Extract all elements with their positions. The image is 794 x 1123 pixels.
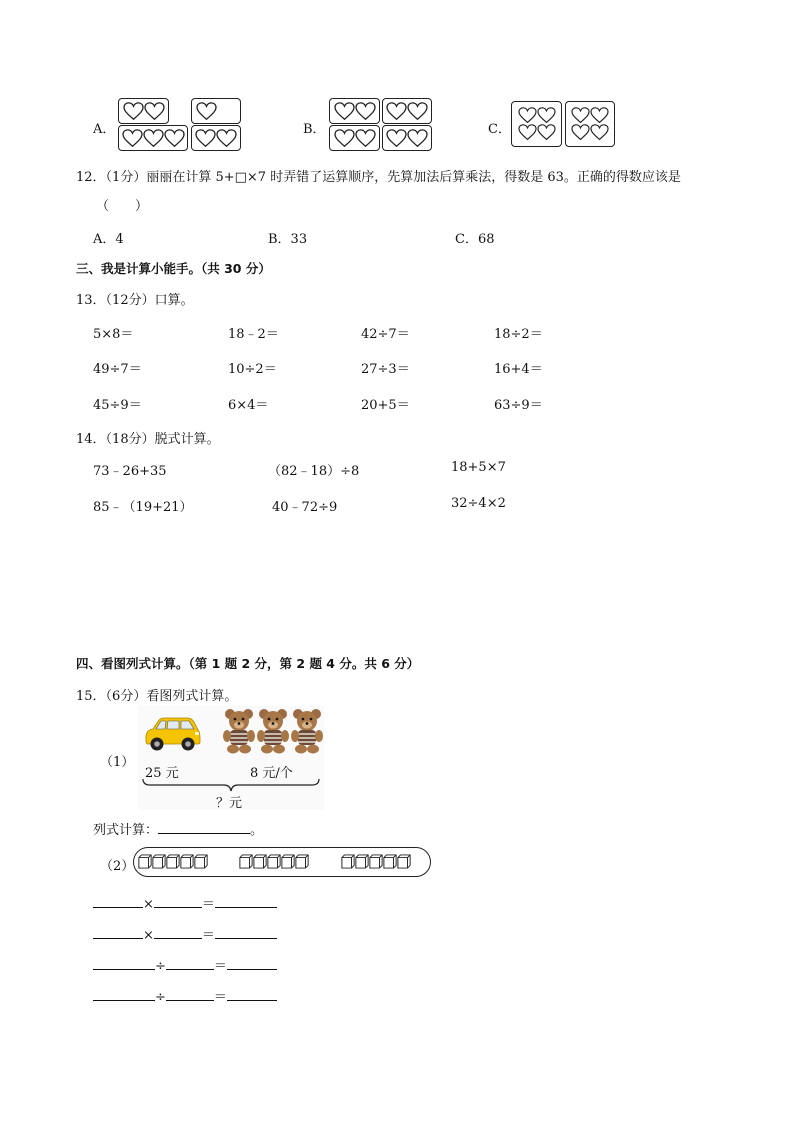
q15-title: 15．（6分）看图列式计算。 [76, 689, 238, 704]
toy-car-icon [143, 716, 201, 752]
q13-item: 27÷3＝ [361, 362, 410, 377]
cube-icon [267, 854, 281, 869]
heart-icon [518, 107, 537, 124]
q13-item: 42÷7＝ [361, 327, 410, 342]
equation-row [93, 986, 277, 1005]
cube-icon [194, 854, 208, 869]
equation-row [93, 924, 277, 943]
equals-sign: ＝ [201, 897, 215, 912]
cube-icon [281, 854, 295, 869]
cube-group [239, 854, 309, 869]
q13-item: 45÷9＝ [93, 398, 142, 413]
blank[interactable] [215, 924, 277, 939]
curly-brace-icon [142, 778, 320, 792]
cube-icon [239, 854, 253, 869]
heart-icon [195, 129, 216, 148]
heart-icon [334, 129, 355, 148]
q14-item: （82﹣18）÷8 [268, 464, 360, 479]
q15-part1-label: （1） [100, 755, 135, 770]
heart-icon [123, 102, 144, 121]
q13-item: 20+5＝ [361, 398, 410, 413]
cube-icon [341, 854, 355, 869]
q14-item: 18+5×7 [451, 460, 506, 475]
cube-group [341, 854, 411, 869]
answer-blank[interactable] [158, 819, 250, 834]
car-price-label: 25 元 [145, 766, 179, 781]
q13-item: 6×4＝ [228, 398, 269, 413]
cube-icon [180, 854, 194, 869]
cube-icon [295, 854, 309, 869]
heart-icon [334, 102, 355, 121]
heart-icon [216, 129, 237, 148]
q14-item: 40﹣72÷9 [272, 500, 338, 515]
blank[interactable] [93, 986, 155, 1001]
q11-b-box-4 [382, 125, 432, 151]
heart-icon [571, 124, 590, 141]
cube-icon [383, 854, 397, 869]
cube-icon [166, 854, 180, 869]
heart-icon [355, 129, 376, 148]
operator: × [143, 928, 154, 943]
total-price-unknown: ？元 [216, 796, 243, 811]
q11-b-box-2 [382, 98, 432, 124]
blank[interactable] [166, 955, 214, 970]
q13-item: 16+4＝ [494, 362, 543, 377]
heart-icon [407, 129, 428, 148]
blank[interactable] [166, 986, 214, 1001]
cube-icon [138, 854, 152, 869]
q12-question-text: 12．（1分）丽丽在计算 5+□×7 时弄错了运算顺序，先算加法后算乘法，得数是 63。正确的得数应该是 [76, 170, 681, 185]
q12-option-c: C．68 [455, 232, 495, 247]
operator: × [143, 897, 154, 912]
answer-period: 。 [250, 823, 264, 838]
q11-option-a-label: A． [93, 122, 116, 137]
q15-part1-answer [93, 819, 263, 838]
heart-icon [518, 124, 537, 141]
heart-icon [144, 102, 165, 121]
cube-icon [253, 854, 267, 869]
teddy-bear-icon [290, 708, 324, 754]
heart-icon [590, 107, 609, 124]
q15-part1-picture [138, 706, 324, 810]
q13-item: 5×8＝ [93, 327, 134, 342]
heart-icon [143, 129, 164, 148]
blank[interactable] [93, 893, 143, 908]
q11-a-box-4 [191, 125, 241, 151]
q11-c-box-2 [565, 101, 615, 147]
heart-icon [386, 129, 407, 148]
q15-part2-label: （2） [100, 859, 135, 874]
cube-icon [355, 854, 369, 869]
q11-c-box-1 [511, 101, 562, 147]
operator: ÷ [155, 959, 166, 974]
cube-icon [152, 854, 166, 869]
q11-b-box-1 [329, 98, 380, 124]
cube-group [138, 854, 208, 869]
q12-option-a: A．4 [93, 232, 124, 247]
q11-a-box-3 [118, 125, 188, 151]
q11-b-box-3 [329, 125, 380, 151]
q13-title: 13．（12分）口算。 [76, 293, 194, 308]
q14-item: 85﹣（19+21） [93, 500, 193, 515]
cube-icon [397, 854, 411, 869]
heart-icon [196, 102, 217, 121]
operator: ÷ [155, 990, 166, 1005]
heart-icon [537, 124, 556, 141]
equation-row [93, 893, 277, 912]
heart-icon [571, 107, 590, 124]
q14-item: 73﹣26+35 [93, 464, 167, 479]
teddy-bear-icon [256, 708, 290, 754]
heart-icon [164, 129, 185, 148]
equation-row [93, 955, 277, 974]
q12-answer-paren: （ ） [96, 199, 149, 214]
teddy-bear-icon [222, 708, 256, 754]
blank[interactable] [154, 924, 202, 939]
blank[interactable] [227, 986, 277, 1001]
blank[interactable] [154, 893, 202, 908]
q11-a-box-2 [191, 98, 241, 124]
q13-item: 49÷7＝ [93, 362, 142, 377]
q15-part2-cube-oval [133, 847, 431, 877]
cube-icon [369, 854, 383, 869]
blank[interactable] [93, 924, 143, 939]
q13-item: 18÷2＝ [494, 327, 543, 342]
q11-option-b-label: B． [303, 122, 326, 137]
q14-item: 32÷4×2 [451, 496, 506, 511]
equals-sign: ＝ [201, 928, 215, 943]
heart-icon [386, 102, 407, 121]
heart-icon [590, 124, 609, 141]
q13-item: 63÷9＝ [494, 398, 543, 413]
heart-icon [355, 102, 376, 121]
equals-sign: ＝ [213, 990, 227, 1005]
section-4-title: 四、看图列式计算。（第 1 题 2 分，第 2 题 4 分。共 6 分） [76, 656, 420, 671]
bear-price-label: 8 元/个 [250, 766, 293, 781]
answer-label: 列式计算： [93, 823, 159, 838]
q14-title: 14．（18分）脱式计算。 [76, 432, 220, 447]
q11-a-box-1 [118, 98, 169, 124]
heart-icon [537, 107, 556, 124]
q11-option-c-label: C． [488, 122, 511, 137]
heart-icon [407, 102, 428, 121]
heart-icon [122, 129, 143, 148]
blank[interactable] [227, 955, 277, 970]
q13-item: 10÷2＝ [228, 362, 277, 377]
section-3-title: 三、我是计算小能手。（共 30 分） [76, 261, 271, 276]
blank[interactable] [93, 955, 155, 970]
equals-sign: ＝ [213, 959, 227, 974]
blank[interactable] [215, 893, 277, 908]
q13-item: 18﹣2＝ [228, 327, 279, 342]
q12-option-b: B．33 [268, 232, 308, 247]
